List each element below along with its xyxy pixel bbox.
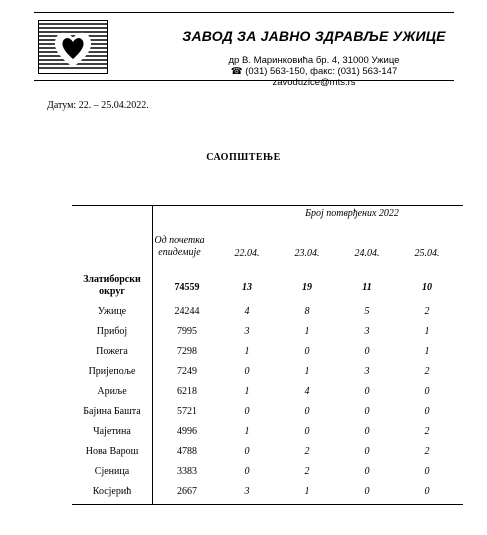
- municipality-total: 7249: [177, 366, 197, 377]
- date-line: Датум: 22. – 25.04.2022.: [47, 100, 149, 111]
- daily-count: 0: [364, 466, 370, 477]
- institute-logo: [38, 20, 108, 74]
- cases-table: [72, 205, 463, 505]
- municipality-name: Нова Варош: [85, 446, 139, 457]
- row-district-daily: 13: [242, 282, 252, 293]
- header-since-start: Од почетка епидемије: [154, 235, 205, 258]
- municipality-name: Бајина Башта: [83, 406, 141, 417]
- daily-count: 0: [364, 406, 370, 417]
- municipality-total: 7995: [177, 326, 197, 337]
- org-email: zavoduzice@mts.rs: [272, 77, 356, 88]
- date-header: 25.04.: [414, 248, 440, 259]
- date-header: 22.04.: [234, 248, 260, 259]
- daily-count: 1: [244, 426, 250, 437]
- header-confirmed: Број потврђених 2022: [305, 208, 399, 219]
- row-district-daily: 10: [422, 282, 432, 293]
- daily-count: 0: [244, 366, 250, 377]
- daily-count: 3: [244, 486, 250, 497]
- daily-count: 2: [424, 306, 430, 317]
- announcement-title: САОПШТЕЊЕ: [206, 152, 281, 163]
- table-bottom-rule: [72, 504, 463, 505]
- letterhead: [34, 12, 454, 88]
- municipality-name: Пожега: [96, 346, 128, 357]
- municipality-name: Чајетина: [93, 426, 131, 437]
- row-district-total: 74559: [174, 282, 200, 293]
- daily-count: 0: [244, 406, 250, 417]
- municipality-name: Ужице: [97, 306, 127, 317]
- daily-count: 0: [304, 346, 310, 357]
- daily-count: 0: [304, 406, 310, 417]
- daily-count: 1: [424, 346, 430, 357]
- daily-count: 8: [304, 306, 310, 317]
- daily-count: 3: [244, 326, 250, 337]
- daily-count: 0: [364, 386, 370, 397]
- municipality-total: 7298: [177, 346, 197, 357]
- municipality-total: 4788: [177, 446, 197, 457]
- row-district-daily: 19: [302, 282, 312, 293]
- daily-count: 2: [424, 426, 430, 437]
- daily-count: 4: [304, 386, 310, 397]
- daily-count: 2: [304, 446, 310, 457]
- daily-count: 1: [304, 486, 310, 497]
- row-district-name: Златиборски округ: [83, 274, 141, 297]
- daily-count: 0: [424, 466, 430, 477]
- municipality-total: 3383: [177, 466, 197, 477]
- daily-count: 0: [424, 386, 430, 397]
- daily-count: 5: [364, 306, 370, 317]
- org-address: др В. Маринковића бр. 4, 31000 Ужице: [228, 55, 400, 66]
- date-header: 23.04.: [294, 248, 320, 259]
- daily-count: 4: [244, 306, 250, 317]
- daily-count: 2: [424, 446, 430, 457]
- daily-count: 1: [424, 326, 430, 337]
- daily-count: 0: [244, 446, 250, 457]
- daily-count: 1: [304, 326, 310, 337]
- municipality-total: 5721: [177, 406, 197, 417]
- municipality-total: 2667: [177, 486, 197, 497]
- org-name: ЗАВОД ЗА ЈАВНО ЗДРАВЉЕ УЖИЦЕ: [182, 28, 446, 44]
- daily-count: 3: [364, 326, 370, 337]
- table-top-rule: [72, 205, 463, 206]
- org-phone-fax: ☎ (031) 563-150, факс: (031) 563-147: [230, 66, 398, 77]
- municipality-name: Пријепоље: [88, 366, 136, 377]
- daily-count: 0: [364, 446, 370, 457]
- daily-count: 0: [424, 406, 430, 417]
- municipality-name: Прибој: [96, 326, 128, 337]
- daily-count: 1: [304, 366, 310, 377]
- daily-count: 0: [244, 466, 250, 477]
- daily-count: 0: [304, 426, 310, 437]
- daily-count: 0: [364, 426, 370, 437]
- municipality-total: 6218: [177, 386, 197, 397]
- date-header: 24.04.: [354, 248, 380, 259]
- daily-count: 0: [364, 346, 370, 357]
- municipality-name: Косјерић: [92, 486, 132, 497]
- municipality-total: 24244: [174, 306, 200, 317]
- municipality-total: 4996: [177, 426, 197, 437]
- daily-count: 3: [364, 366, 370, 377]
- row-district-daily: 11: [362, 282, 372, 293]
- daily-count: 1: [244, 386, 250, 397]
- daily-count: 2: [304, 466, 310, 477]
- daily-count: 1: [244, 346, 250, 357]
- daily-count: 0: [424, 486, 430, 497]
- daily-count: 0: [364, 486, 370, 497]
- municipality-name: Сјеница: [94, 466, 130, 477]
- daily-count: 2: [424, 366, 430, 377]
- municipality-name: Ариље: [97, 386, 127, 397]
